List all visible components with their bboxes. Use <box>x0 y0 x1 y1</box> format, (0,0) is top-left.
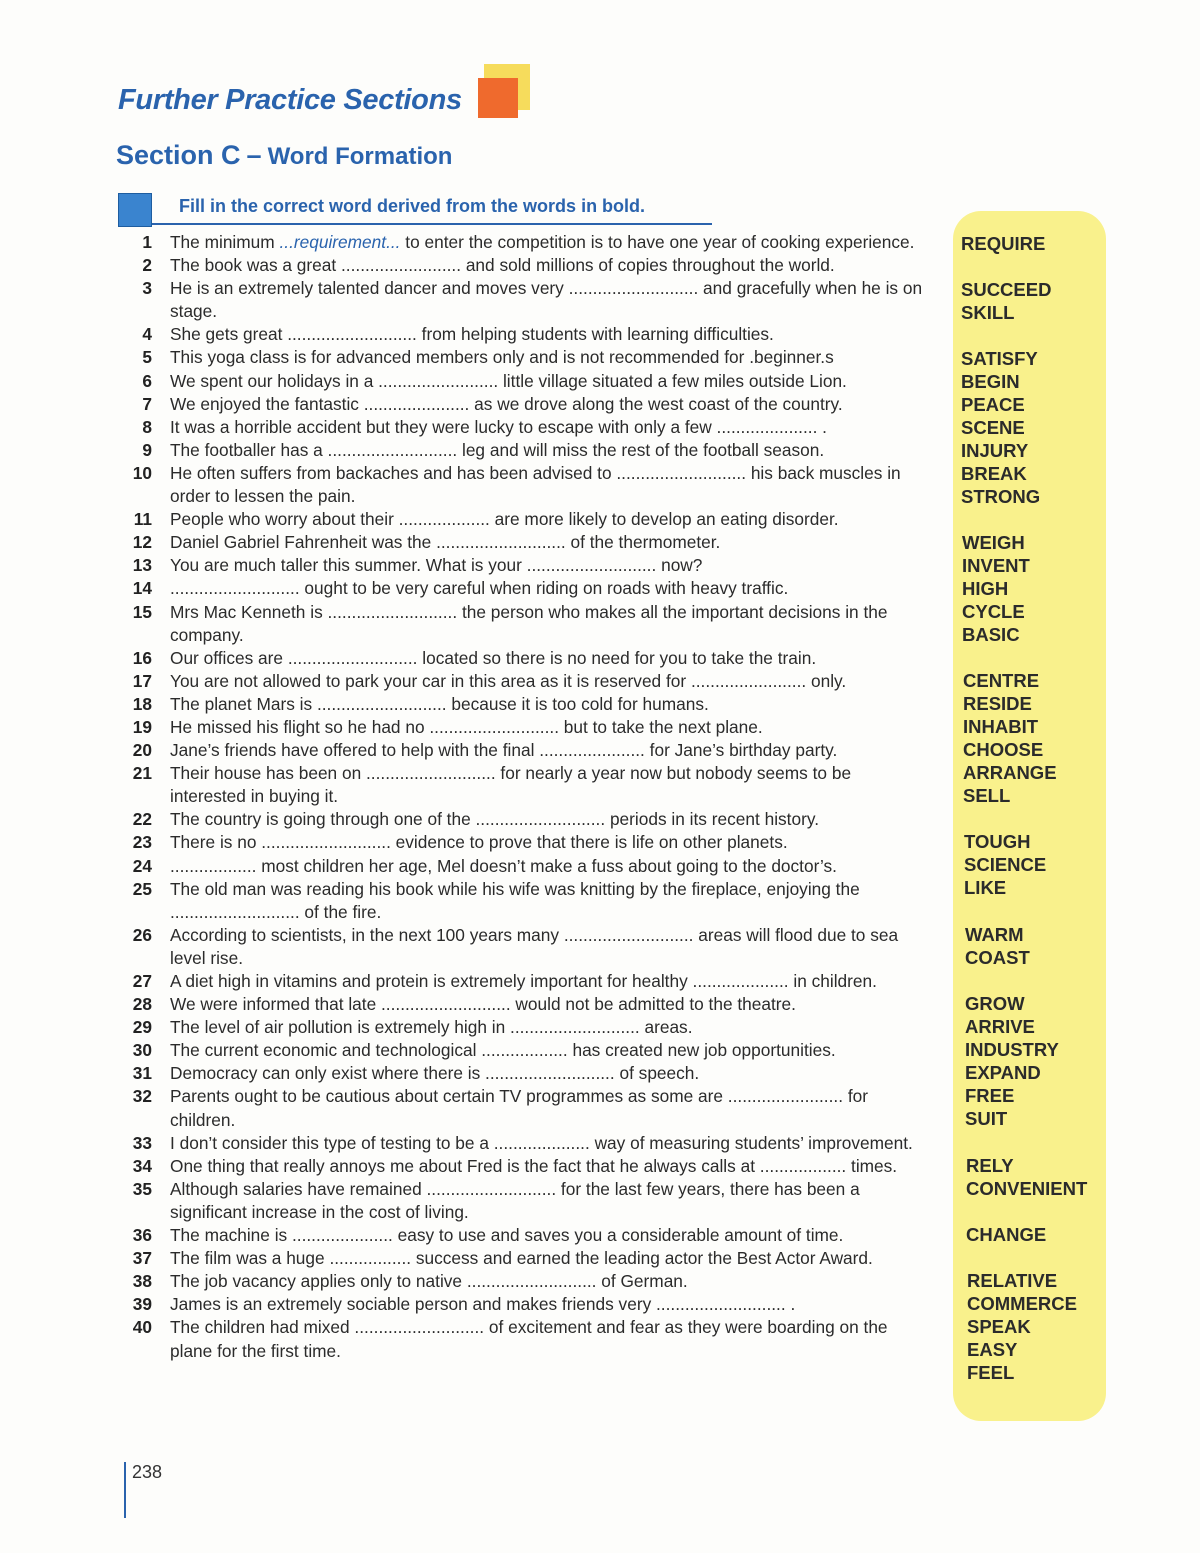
exercise-item <box>128 439 928 462</box>
keyword-require: REQUIRE <box>961 233 1046 254</box>
keyword-strong: STRONG <box>961 486 1041 507</box>
item-sentence: He is an extremely talented dancer and moves very ........................... and gracefully when he is on stage. <box>170 278 923 322</box>
keyword-rely: RELY <box>966 1155 1014 1176</box>
exercise-item <box>128 254 928 277</box>
item-sentence: A diet high in vitamins and protein is extremely important for healthy .................... in children. <box>170 971 877 991</box>
item-sentence: The job vacancy applies only to native ........................... of German. <box>170 1271 688 1292</box>
keyword-industry: INDUSTRY <box>965 1039 1059 1060</box>
section-subtitle: Word Formation <box>267 143 453 170</box>
keyword-injury: INJURY <box>961 440 1029 461</box>
exercise-item <box>128 462 928 508</box>
orange-square <box>478 78 518 118</box>
keyword-expand: EXPAND <box>965 1062 1041 1083</box>
item-sentence: The level of air pollution is extremely high in ........................... areas. <box>170 1017 693 1038</box>
exercise-item <box>128 993 928 1016</box>
item-sentence: James is an extremely sociable person and makes friends very ........................... . <box>170 1294 796 1315</box>
item-number: 26 <box>132 924 152 945</box>
keyword-begin: BEGIN <box>961 371 1020 392</box>
item-number: 24 <box>132 855 152 876</box>
item-number: 34 <box>132 1155 152 1176</box>
item-number: 9 <box>142 439 152 460</box>
item-number: 27 <box>132 971 152 991</box>
exercise-item <box>128 531 928 554</box>
item-sentence: The book was a great ......................... and sold millions of copies throughout the world. <box>170 255 835 276</box>
item-sentence: We spent our holidays in a ......................... little village situated a few miles outside Lion. <box>170 370 847 391</box>
item-text-before: The minimum <box>170 232 280 252</box>
item-sentence: He missed his flight so he had no ........................... but to take the next plane. <box>170 716 763 737</box>
item-sentence: The current economic and technological .................. has created new job opportunities. <box>170 1040 836 1061</box>
item-sentence: ........................... ought to be very careful when riding on roads with heavy traffic. <box>170 578 789 599</box>
exercise-item <box>128 1247 928 1270</box>
keyword-scene: SCENE <box>961 417 1025 438</box>
item-sentence: Their house has been on ........................... for nearly a year now but nobody seems to be interested in buying it. <box>170 763 852 807</box>
keyword-speak: SPEAK <box>967 1316 1031 1337</box>
exercise-item <box>128 1224 928 1247</box>
item-number: 30 <box>132 1040 152 1061</box>
instruction-text: Fill in the correct word derived from the words in bold. <box>179 196 646 216</box>
item-sentence: The children had mixed ........................... of excitement and fear as they were boarding on the plane for the first time. <box>170 1317 888 1361</box>
item-sentence: You are much taller this summer. What is your ........................... now? <box>170 555 703 576</box>
keyword-easy: EASY <box>967 1339 1018 1360</box>
exercise-item <box>128 231 928 254</box>
keyword-basic: BASIC <box>962 624 1020 645</box>
exercise-item <box>128 346 928 369</box>
keyword-arrive: ARRIVE <box>965 1016 1035 1037</box>
exercise-item <box>128 924 928 970</box>
item-number: 13 <box>132 555 152 576</box>
item-number: 7 <box>142 393 152 414</box>
item-sentence: The country is going through one of the ........................... periods in its recent history. <box>170 809 819 830</box>
item-number: 17 <box>132 670 152 691</box>
item-sentence: It was a horrible accident but they were lucky to escape with only a few ..................... . <box>170 416 827 437</box>
item-number: 36 <box>132 1225 152 1246</box>
decorative-squares <box>474 64 534 120</box>
item-sentence: .................. most children her age, Mel doesn’t make a fuss about going to the doctor’s. <box>170 855 837 876</box>
item-number: 39 <box>132 1294 152 1315</box>
exercise-item <box>128 1316 928 1362</box>
item-number: 38 <box>132 1271 152 1292</box>
item-number: 28 <box>132 994 152 1015</box>
item-number: 16 <box>132 647 152 668</box>
item-sentence: We were informed that late ........................... would not be admitted to the theatre. <box>170 994 796 1015</box>
item-sentence: This yoga class is for advanced members only and is not recommended for .beginner.s <box>170 347 834 368</box>
item-sentence: There is no ........................... evidence to prove that there is life on other planets. <box>170 832 788 853</box>
item-sentence: One thing that really annoys me about Fred is the fact that he always calls at .................. times. <box>170 1155 898 1176</box>
exercise-item <box>128 647 928 670</box>
exercise-item <box>128 831 928 854</box>
item-number: 3 <box>142 278 152 299</box>
keyword-arrange: ARRANGE <box>963 762 1057 783</box>
item-number: 35 <box>132 1178 152 1199</box>
exercise-item <box>128 1178 928 1224</box>
keyword-break: BREAK <box>961 463 1027 484</box>
exercise-item <box>128 970 928 993</box>
example-answer: ...requirement... <box>279 232 401 252</box>
item-number: 19 <box>132 716 152 737</box>
item-sentence: The film was a huge ................. success and earned the leading actor the Best Actor Award. <box>170 1248 873 1269</box>
section-label: Section C <box>116 140 241 170</box>
item-number: 14 <box>132 578 152 599</box>
page-number-rule <box>124 1462 126 1518</box>
exercise-item <box>128 1016 928 1039</box>
exercise-item <box>128 508 928 531</box>
further-practice-title: Further Practice Sections <box>118 84 462 116</box>
item-number: 15 <box>132 601 152 622</box>
item-number: 12 <box>132 532 152 553</box>
keyword-inhabit: INHABIT <box>963 716 1039 737</box>
item-number: 32 <box>132 1086 152 1107</box>
item-sentence: Daniel Gabriel Fahrenheit was the ........................... of the thermometer. <box>170 532 721 553</box>
keyword-like: LIKE <box>964 877 1007 898</box>
item-sentence: He often suffers from backaches and has been advised to ........................... his back muscles in order to lessen the pain. <box>170 462 901 507</box>
keyword-high: HIGH <box>962 578 1009 599</box>
item-sentence: The footballer has a ........................... leg and will miss the rest of the football season. <box>170 439 825 460</box>
item-number: 40 <box>132 1317 152 1338</box>
item-sentence: She gets great ........................... from helping students with learning difficulties. <box>170 324 774 345</box>
exercise-item <box>128 601 928 647</box>
exercise-item <box>128 762 928 808</box>
item-number: 8 <box>142 416 152 437</box>
keyword-feel: FEEL <box>967 1362 1015 1383</box>
item-sentence: According to scientists, in the next 100 years many ........................... areas will flood due to sea level rise. <box>170 924 899 968</box>
item-sentence: The planet Mars is ........................... because it is too cold for humans. <box>170 693 709 714</box>
keyword-science: SCIENCE <box>964 854 1047 875</box>
keyword-relative: RELATIVE <box>967 1270 1058 1291</box>
exercise-item <box>128 1270 928 1293</box>
keyword-reside: RESIDE <box>963 693 1032 714</box>
keyword-commerce: COMMERCE <box>967 1293 1077 1314</box>
exercise-item <box>128 1155 928 1178</box>
keyword-coast: COAST <box>965 947 1030 968</box>
instruction-underline <box>152 223 712 225</box>
item-sentence: Jane’s friends have offered to help with the final ...................... for Jane’s birthday party. <box>170 740 838 761</box>
section-dash: – <box>246 140 262 170</box>
keyword-skill: SKILL <box>961 302 1015 323</box>
item-number: 25 <box>132 878 152 899</box>
item-number: 21 <box>132 763 152 784</box>
exercise-item <box>128 554 928 577</box>
keyword-convenient: CONVENIENT <box>966 1178 1088 1199</box>
keyword-warm: WARM <box>965 924 1024 945</box>
exercise-item <box>128 1132 928 1155</box>
exercise-item <box>128 670 928 693</box>
keyword-change: CHANGE <box>966 1224 1047 1245</box>
exercise-item <box>128 323 928 346</box>
keyword-tough: TOUGH <box>964 831 1031 852</box>
item-number: 1 <box>142 232 152 252</box>
keyword-satisfy: SATISFY <box>961 348 1038 369</box>
exercise-item <box>128 277 928 323</box>
keyword-sell: SELL <box>963 785 1011 806</box>
item-sentence: Our offices are ........................... located so there is no need for you to take the train. <box>170 647 817 668</box>
keyword-weigh: WEIGH <box>962 532 1025 553</box>
item-sentence <box>170 231 928 254</box>
instruction-square-icon <box>118 193 152 227</box>
item-sentence: You are not allowed to park your car in this area as it is reserved for ........................ only. <box>170 670 847 691</box>
keyword-succeed: SUCCEED <box>961 279 1052 300</box>
item-number: 4 <box>142 324 152 345</box>
item-number: 29 <box>132 1017 152 1038</box>
item-sentence: We enjoyed the fantastic ...................... as we drove along the west coast of the country. <box>170 393 843 414</box>
item-sentence: I don’t consider this type of testing to be a .................... way of measuring students’ improvement. <box>170 1132 913 1153</box>
exercise-item <box>128 1085 928 1131</box>
exercise-item <box>128 577 928 600</box>
exercise-item <box>128 1039 928 1062</box>
keyword-peace: PEACE <box>961 394 1025 415</box>
item-sentence: Although salaries have remained ........................... for the last few years, there has been a significant increase in the cost of living. <box>170 1178 860 1222</box>
item-sentence: The old man was reading his book while his wife was knitting by the fireplace, enjoying the ........................... of the fire. <box>170 878 860 922</box>
keyword-cycle: CYCLE <box>962 601 1025 622</box>
item-number: 6 <box>142 370 152 391</box>
section-heading <box>116 140 452 171</box>
exercise-item <box>128 855 928 878</box>
exercise-item <box>128 416 928 439</box>
item-number: 2 <box>142 255 152 276</box>
exercise-item <box>128 878 928 924</box>
exercise-item <box>128 1062 928 1085</box>
item-number: 5 <box>142 347 152 368</box>
item-number: 20 <box>132 740 152 761</box>
item-text-after: to enter the competition is to have one year of cooking experience. <box>400 232 915 252</box>
item-number: 11 <box>133 509 152 530</box>
item-number: 33 <box>132 1132 152 1153</box>
item-number: 18 <box>132 693 152 714</box>
item-sentence: People who worry about their ................... are more likely to develop an eating disorder. <box>170 509 839 530</box>
keyword-centre: CENTRE <box>963 670 1040 691</box>
item-sentence: Mrs Mac Kenneth is ........................... the person who makes all the important decisions in the company. <box>170 601 888 645</box>
exercise-item <box>128 693 928 716</box>
item-sentence: The machine is ..................... easy to use and saves you a considerable amount of time. <box>170 1225 844 1246</box>
keyword-grow: GROW <box>965 993 1025 1014</box>
exercise-item <box>128 716 928 739</box>
exercise-item <box>128 739 928 762</box>
item-number: 31 <box>132 1063 152 1084</box>
exercise-list <box>128 231 928 1363</box>
keyword-suit: SUIT <box>965 1108 1008 1129</box>
keyword-free: FREE <box>965 1085 1015 1106</box>
exercise-item <box>128 370 928 393</box>
page-number: 238 <box>132 1462 163 1482</box>
item-number: 10 <box>132 462 152 483</box>
item-sentence: Parents ought to be cautious about certain TV programmes as some are ........................ for children. <box>170 1086 868 1130</box>
item-sentence: Democracy can only exist where there is ........................... of speech. <box>170 1063 700 1084</box>
exercise-item <box>128 1293 928 1316</box>
keyword-choose: CHOOSE <box>963 739 1044 760</box>
exercise-item <box>128 808 928 831</box>
item-number: 22 <box>132 809 152 830</box>
item-number: 23 <box>132 832 152 853</box>
exercise-item <box>128 393 928 416</box>
item-number: 37 <box>132 1248 152 1269</box>
keyword-invent: INVENT <box>962 555 1030 576</box>
